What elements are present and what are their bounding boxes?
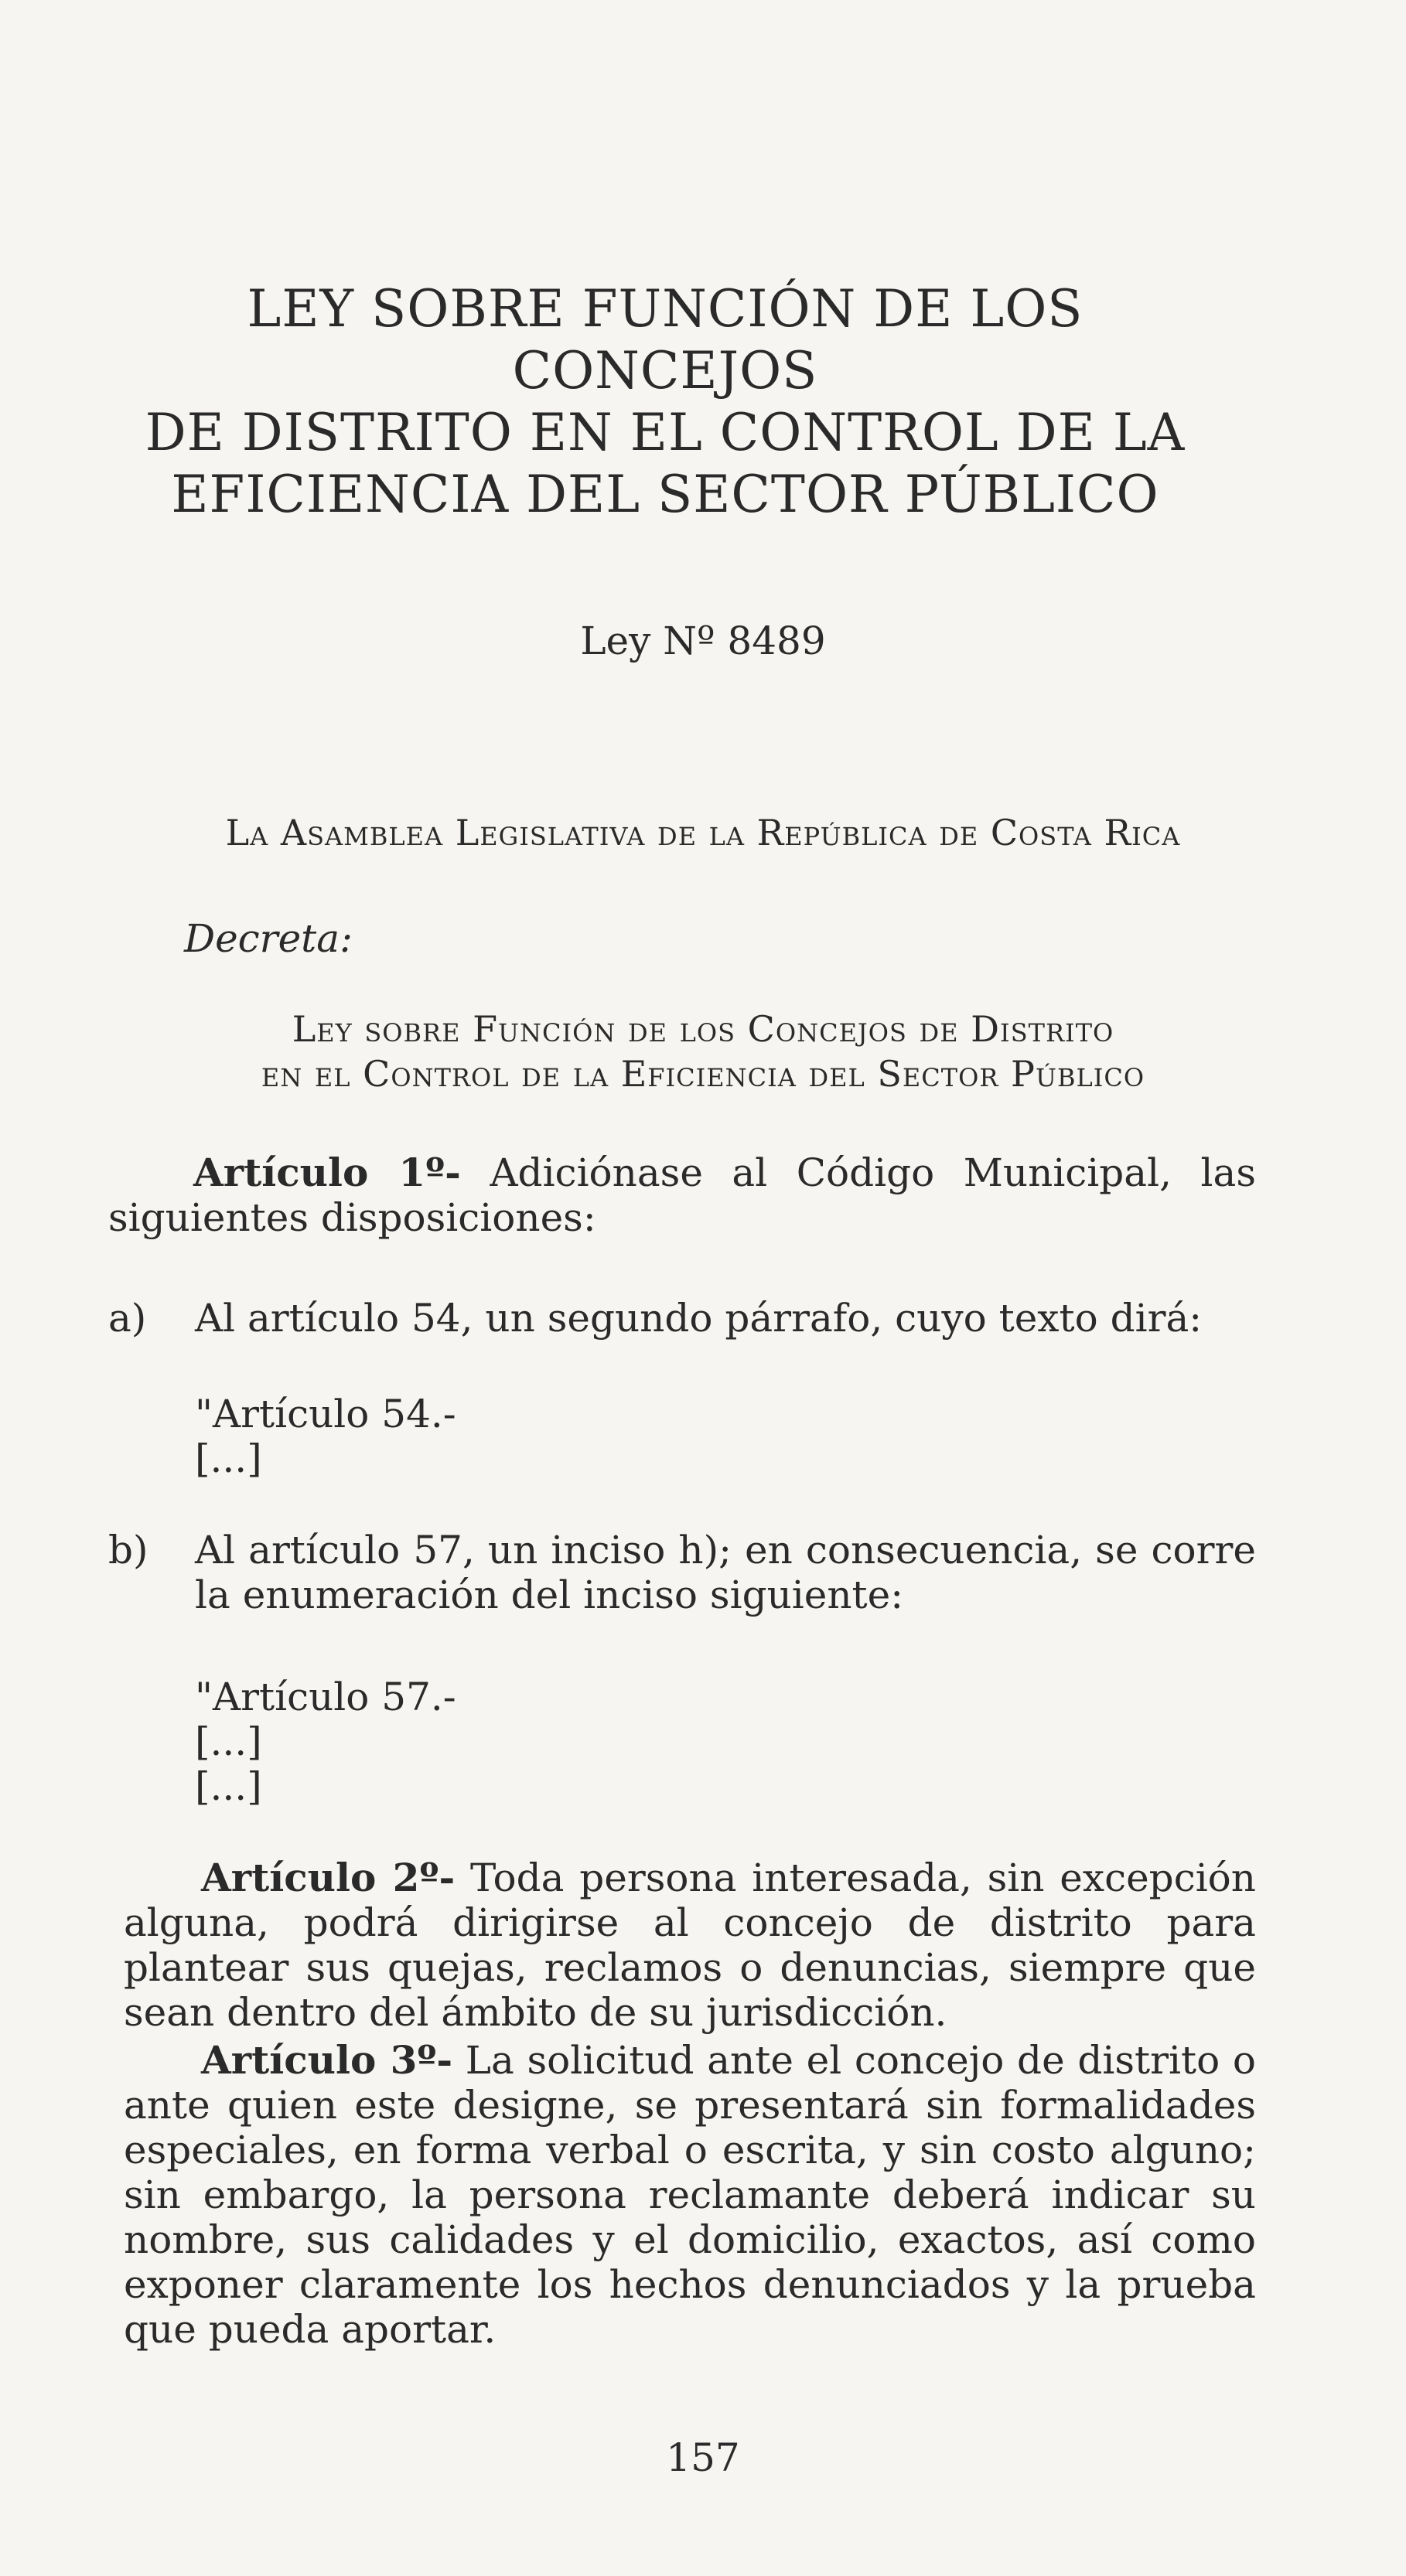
article-1	[108, 1150, 1256, 1240]
law-title-line: Ley sobre Función de los Concejos de Distrito	[292, 1008, 1114, 1050]
quote-line: "Artículo 54.-	[195, 1392, 456, 1436]
article-1-text: Adiciónase al Código Municipal, las siguientes disposiciones:	[108, 1150, 1256, 1240]
main-title	[124, 278, 1206, 526]
article-3-text: La solicitud ante el concejo de distrito o ante quien este designe, se presentará sin formalidades especiales, en forma verbal o escrita, y sin costo alguno; sin embargo, la persona reclamante deberá indicar su nombre, sus calidades y el domicilio, exactos, así como exponer claramente los hechos denunciados y la prueba que pueda aportar.	[124, 2038, 1256, 2352]
article-3-heading: Artículo 3º-	[201, 2037, 453, 2083]
law-title	[155, 1007, 1251, 1096]
article-1-heading: Artículo 1º-	[193, 1150, 461, 1195]
article-2-text: Toda persona interesada, sin excepción alguna, podrá dirigirse al concejo de distrito para plantear sus quejas, reclamos o denuncias, siempre que sean dentro del ámbito de su jurisdicción.	[124, 1855, 1256, 2035]
law-title-line: en el Control de la Eficiencia del Sector Público	[261, 1053, 1145, 1095]
main-title-line: EFICIENCIA DEL SECTOR PÚBLICO	[171, 465, 1159, 524]
page-number: 157	[666, 2435, 740, 2480]
item-b-quote	[195, 1675, 456, 1809]
quote-line: [...]	[195, 1719, 262, 1764]
decreta-label: Decreta:	[184, 916, 353, 961]
quote-line: [...]	[195, 1764, 262, 1809]
item-a-text: Al artículo 54, un segundo párrafo, cuyo texto dirá:	[195, 1296, 1203, 1341]
item-b-marker: b)	[108, 1528, 148, 1573]
item-a-marker: a)	[108, 1296, 147, 1341]
article-3	[124, 2038, 1256, 2352]
law-number: Ley Nº 8489	[580, 618, 826, 663]
main-title-line: LEY SOBRE FUNCIÓN DE LOS CONCEJOS	[247, 279, 1084, 400]
item-a-quote	[195, 1392, 456, 1481]
article-2	[124, 1855, 1256, 2035]
item-b-text: Al artículo 57, un inciso h); en consecuencia, se corre la enumeración del inciso siguiente:	[195, 1528, 1256, 1617]
main-title-line: DE DISTRITO EN EL CONTROL DE LA	[145, 403, 1186, 462]
quote-line: [...]	[195, 1436, 262, 1481]
article-2-heading: Artículo 2º-	[201, 1855, 456, 1900]
quote-line: "Artículo 57.-	[195, 1675, 456, 1719]
assembly-heading: La Asamblea Legislativa de la República de Costa Rica	[225, 812, 1181, 854]
